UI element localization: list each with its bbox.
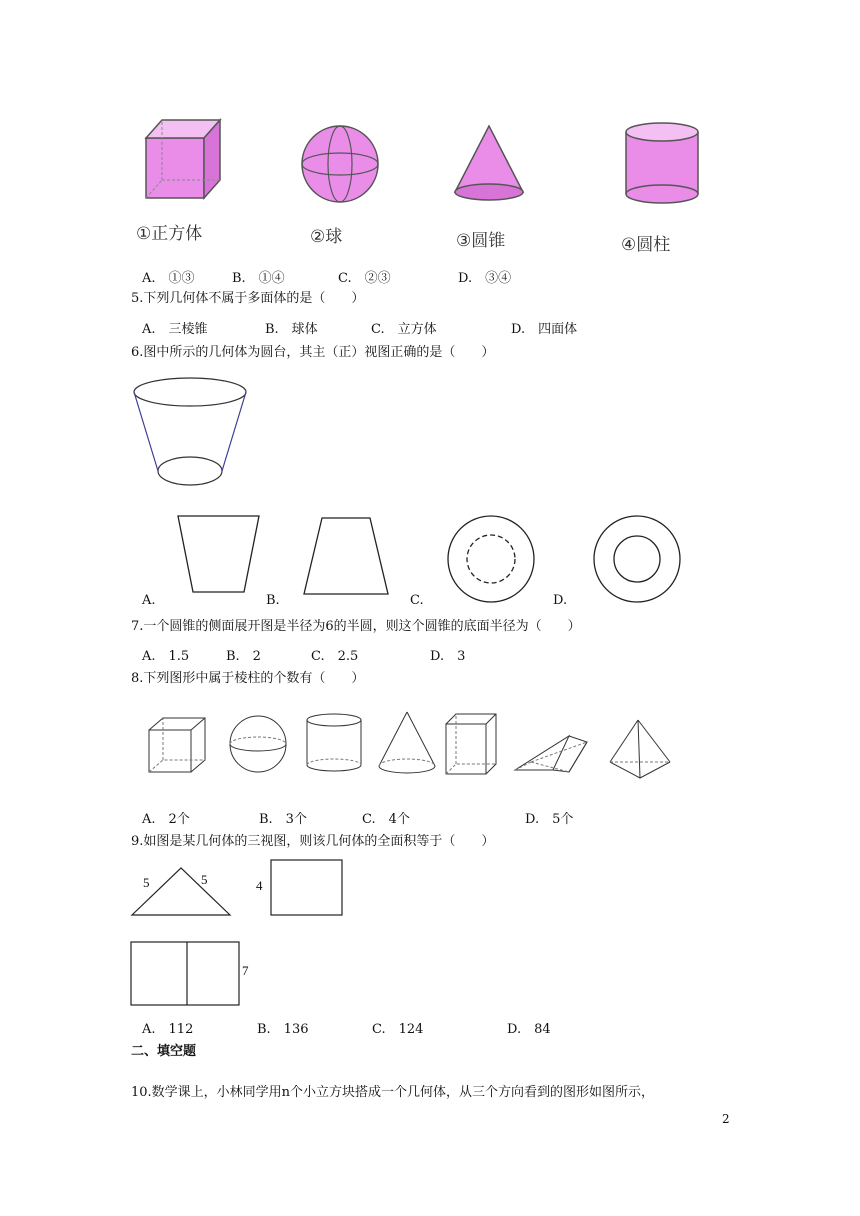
q6-option-d[interactable]: D.	[553, 593, 568, 608]
q6-stem: 6.图中所示的几何体为圆台，其主（正）视图正确的是（ ）	[131, 345, 495, 360]
q8-option-d[interactable]: D. 5个	[525, 812, 574, 827]
q9-front-label: 7	[242, 963, 249, 978]
q7-option-c[interactable]: C. 2.5	[311, 649, 359, 664]
option-c-ring-dashed	[446, 514, 536, 604]
cylinder-figure	[624, 122, 700, 206]
q8-rect-prism	[444, 712, 498, 776]
q5-option-c[interactable]: C. 立方体	[371, 322, 437, 337]
q8-option-a[interactable]: A. 2个	[142, 812, 190, 827]
q4-option-d[interactable]: D. ③④	[458, 271, 512, 286]
q6-option-a[interactable]: A.	[142, 593, 156, 608]
q7-option-a[interactable]: A. 1.5	[142, 649, 190, 664]
q9-stem: 9.如图是某几何体的三视图，则该几何体的全面积等于（ ）	[131, 834, 495, 849]
q7-stem: 7.一个圆锥的侧面展开图是半径为6的半圆，则这个圆锥的底面半径为（ ）	[131, 619, 581, 634]
q8-cube	[147, 716, 207, 774]
option-d-ring-solid	[592, 514, 682, 604]
q4-option-b[interactable]: B. ①④	[232, 271, 285, 286]
sphere-caption: ②球	[310, 227, 343, 247]
q7-option-b[interactable]: B. 2	[226, 649, 261, 664]
q9-front-view-rect	[130, 941, 242, 1007]
q8-triangular-prism	[513, 732, 589, 774]
cone-figure	[452, 124, 526, 204]
q4-option-c[interactable]: C. ②③	[338, 271, 391, 286]
q9-option-c[interactable]: C. 124	[372, 1022, 424, 1037]
cylinder-caption: ④圆柱	[621, 235, 671, 255]
q8-option-b[interactable]: B. 3个	[259, 812, 307, 827]
q9-left-side-label: 5	[143, 875, 150, 890]
section-title: 二、填空题	[131, 1044, 197, 1059]
q5-option-b[interactable]: B. 球体	[265, 322, 318, 337]
sphere-figure	[300, 124, 380, 204]
q8-sphere	[228, 714, 288, 774]
cube-caption: ①正方体	[136, 224, 203, 244]
q7-option-d[interactable]: D. 3	[430, 649, 466, 664]
q4-option-a[interactable]: A. ①③	[142, 271, 195, 286]
q9-top-view-triangle	[130, 864, 232, 918]
q8-option-c[interactable]: C. 4个	[362, 812, 410, 827]
q10-stem: 10.数学课上，小林同学用n个小立方块搭成一个几何体，从三个方向看到的图形如图所示，	[131, 1085, 655, 1100]
q9-side-view-rect	[270, 859, 344, 917]
q9-option-b[interactable]: B. 136	[257, 1022, 309, 1037]
frustum-figure	[132, 376, 248, 490]
q5-option-d[interactable]: D. 四面体	[511, 322, 578, 337]
q8-cylinder	[305, 712, 363, 774]
option-a-trapezoid	[176, 514, 262, 594]
page-number: 2	[722, 1112, 730, 1126]
q6-option-b[interactable]: B.	[266, 593, 280, 608]
q9-height-label: 4	[256, 878, 263, 893]
q5-option-a[interactable]: A. 三棱锥	[142, 322, 208, 337]
q8-pyramid	[608, 718, 672, 782]
q9-option-a[interactable]: A. 112	[142, 1022, 194, 1037]
q8-cone	[377, 710, 437, 776]
q9-right-side-label: 5	[201, 872, 208, 887]
q6-option-c[interactable]: C.	[410, 593, 424, 608]
cube-figure	[142, 118, 222, 202]
q9-option-d[interactable]: D. 84	[507, 1022, 551, 1037]
q8-stem: 8.下列图形中属于棱柱的个数有（ ）	[131, 671, 365, 686]
cone-caption: ③圆锥	[456, 231, 506, 251]
option-b-trapezoid	[302, 516, 390, 596]
q5-stem: 5.下列几何体不属于多面体的是（ ）	[131, 291, 365, 306]
